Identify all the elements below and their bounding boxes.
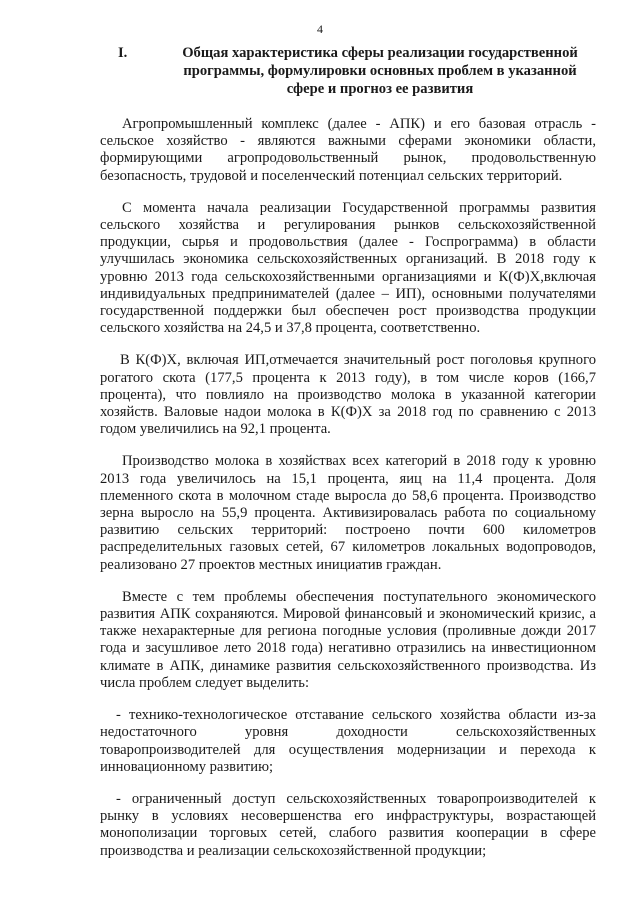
paragraph-gosprogramma: С момента начала реализации Государственной программы развития сельского хозяйства и регулирования рынков сельскохозяйственной продукции, сырья и продовольствия (далее - Госпрограмма) в области улучшилась экономика сельскохозяйственных организаций. В 2018 году к уровню 2013 года сельскохозяйственными организациями и К(Ф)Х,включая индивидуальных предпринимателей (далее – ИП), основными получателями государственной поддержки был обеспечен рост производства продукции сельского хозяйства на 24,5 и 37,8 процента, соответственно. (100, 199, 596, 337)
page-number: 4 (317, 22, 323, 36)
paragraph-problems: Вместе с тем проблемы обеспечения поступательного экономического развития АПК сохраняются. Мировой финансовый и экономический кризис, а также нехарактерные для региона погодные условия (проливные дожди 2017 года и засушливое лето 2018 года) негативно отразились на инвестиционном климате в АПК, динамике развития сельскохозяйственного производства. Из числа проблем следует выделить: (100, 588, 596, 691)
section-heading (118, 44, 588, 98)
section-number: I. (118, 45, 128, 61)
document-body (100, 116, 596, 875)
paragraph-apk-intro: Агропромышленный комплекс (далее - АПК) и его базовая отрасль - сельское хозяйство - являются важными сферами экономики области, формирующими агропродовольственный рынок, продовольственную безопасность, трудовой и поселенческий потенциал сельских территорий. (100, 116, 596, 184)
paragraph-kfh-livestock: В К(Ф)Х, включая ИП,отмечается значительный рост поголовья крупного рогатого скота (177,5 процента к 2013 году), в том числе коров (166,7 процента), что повлияло на производство молока в указанной категории хозяйств. Валовые надои молока в К(Ф)Х за 2018 год по сравнению с 2013 годом увеличились на 92,1 процента. (100, 352, 596, 438)
list-item: - технико-технологическое отставание сельского хозяйства области из-за недостаточного уровня доходности сельскохозяйственных товаропроизводителей для осуществления модернизации и перехода к инновационному развитию; (100, 707, 596, 775)
paragraph-production: Производство молока в хозяйствах всех категорий в 2018 году к уровню 2013 года увеличилось на 15,1 процента, яиц на 11,4 процента. Доля племенного скота в молочном стаде выросла до 58,6 процента. Производство зерна выросло на 55,9 процента. Активизировалась работа по социальному развитию сельских территорий: построено почти 600 километров распределительных газовых сетей, 67 километров локальных водопроводов, реализовано 27 проектов местных инициатив граждан. (100, 453, 596, 573)
list-item: - ограниченный доступ сельскохозяйственных товаропроизводителей к рынку в условиях несовершенства его инфраструктуры, возрастающей монополизации торговых сетей, слабого развития кооперации в сфере производства и реализации сельскохозяйственной продукции; (100, 790, 596, 859)
section-title: Общая характеристика сферы реализации государственной программы, формулировки основных проблем в указанной сфере и прогноз ее развития (182, 45, 578, 97)
